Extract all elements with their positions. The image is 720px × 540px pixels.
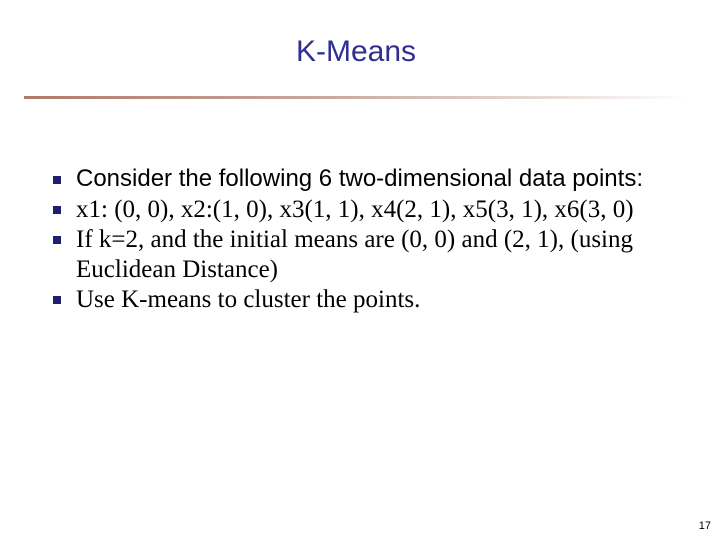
bullet-item: [50, 163, 710, 195]
bullet-text: x1: (0, 0), x2:(1, 0), x3(1, 1), x4(2, 1), x5(3, 1), x6(3, 0): [76, 196, 634, 223]
square-bullet-icon: [53, 206, 61, 214]
title-divider: [24, 96, 688, 99]
square-bullet-icon: [53, 236, 61, 244]
square-bullet-icon: [53, 176, 61, 184]
bullet-item: [50, 195, 710, 225]
bullet-item: [50, 285, 710, 315]
slide-title: K-Means: [295, 35, 417, 68]
bullet-item: [50, 225, 710, 285]
square-bullet-icon: [53, 296, 61, 304]
bullet-text: If k=2, and the initial means are (0, 0) and (2, 1), (using Euclidean Distance): [76, 226, 633, 283]
page-number: 17: [698, 520, 711, 532]
bullet-list: [50, 163, 710, 315]
bullet-text: Consider the following 6 two-dimensional data points:: [76, 165, 643, 192]
bullet-text: Use K-means to cluster the points.: [76, 286, 421, 313]
